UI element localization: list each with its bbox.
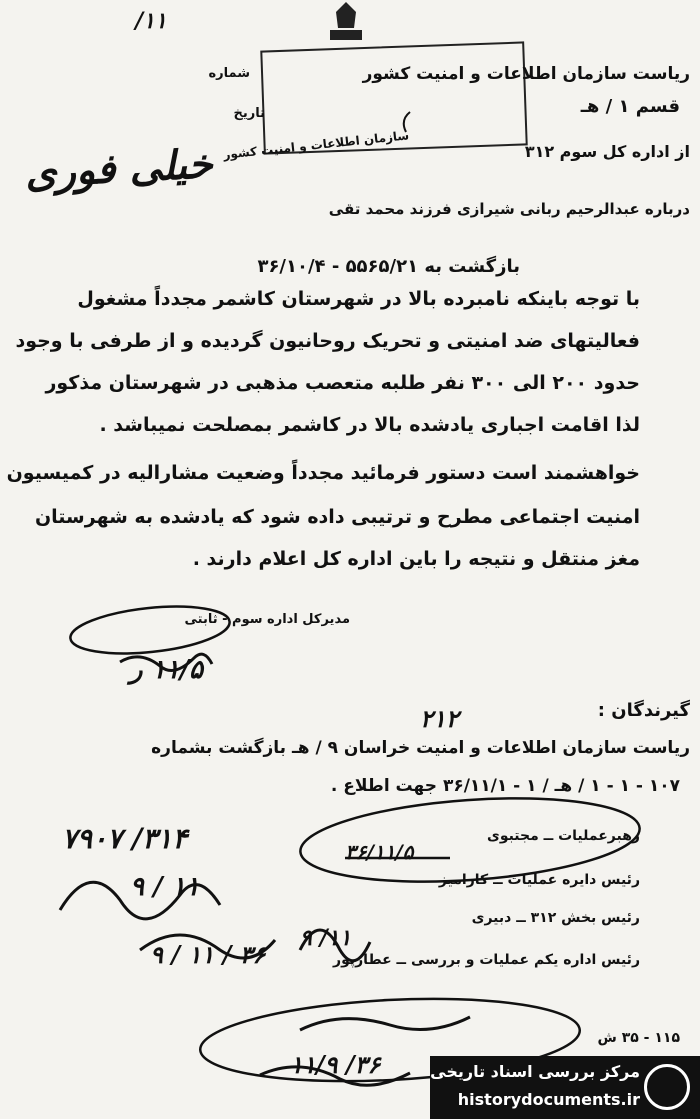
date-label: تاریخ <box>233 106 265 121</box>
archive-footer-badge <box>430 1056 700 1119</box>
handwritten-date-left-1: ۹ / ۱۱ <box>130 872 200 902</box>
stamp-text: سازمان اطلاعات و امنیت کشور <box>223 128 411 162</box>
routing-item: رئیس دایره عملیات ــ کارامیز <box>438 872 640 888</box>
handwritten-date-routing: ۳۶/۱۱/۵ <box>345 840 414 864</box>
margin-code: ۷۹۰۷ /۳۱۴ <box>62 822 188 855</box>
classification-stamp: خیلی فوری <box>23 140 214 197</box>
archive-center-name: مرکز بررسی اسناد تاریخی <box>430 1062 640 1081</box>
emblem <box>330 2 362 40</box>
archive-logo-icon <box>644 1064 690 1110</box>
handwritten-date-left-2: ۹ / ۱۱ / ۳۶ <box>150 940 266 969</box>
body-line: لذا اقامت اجباری یادشده بالا در کاشمر بمصلحت نمیباشد . <box>99 414 640 436</box>
routing-item: رهبرعملیات ــ مجتبوی <box>486 828 640 844</box>
handwritten-date-routing-2: ۹ /۱۱ <box>300 925 352 951</box>
subject-line: درباره عبدالرحیم ربانی شیرازی فرزند محمد تقی <box>328 200 690 218</box>
from-line: از اداره کل سوم ۳۱۲ <box>524 142 690 161</box>
recipients-number: ۲۱۲ <box>420 704 459 733</box>
signature-ink-5 <box>300 1017 470 1030</box>
archive-website: historydocuments.ir <box>457 1090 640 1109</box>
department-code: قسم ۱ / هـ <box>580 96 680 117</box>
body-line: امنیت اجتماعی مطرح و ترتیبی داده شود که یادشده به شهرستان <box>34 506 640 528</box>
number-label: شماره <box>208 66 250 81</box>
handwritten-date-bottom: ۱۱/۹ /۳۶ <box>290 1050 381 1079</box>
body-line: خواهشمند است دستور فرمائید مجدداً وضعیت مشارالیه در کمیسیون <box>6 462 640 484</box>
file-code: ۱۱۵ - ۳۵ ش <box>597 1030 680 1046</box>
body-line: حدود ۲۰۰ الی ۳۰۰ نفر طلبه متعصب مذهبی در شهرستان مذکور <box>45 372 640 394</box>
signature-line: مدیرکل اداره سوم - ثابتی <box>184 612 350 627</box>
handwritten-date-mid: ۱۱/۵ ر <box>130 655 203 685</box>
recipients-heading: گیرندگان : <box>597 700 690 721</box>
body-line: مغز منتقل و نتیجه را باین اداره کل اعلام دارند . <box>192 548 640 570</box>
recipients-line-2: ۱۰۷ - ۱ - ۱ / هـ / ۱ - ۳۶/۱۱/۱ جهت اطلاع . <box>330 776 680 796</box>
body-line: با توجه باینکه نامبرده بالا در شهرستان کاشمر مجدداً مشغول <box>77 288 640 310</box>
top-margin-mark: ۱۱/ <box>135 8 167 34</box>
recipients-line-1: ریاست سازمان اطلاعات و امنیت خراسان ۹ / هـ بازگشت بشماره <box>151 738 690 758</box>
signature-circle-1 <box>68 600 232 660</box>
reference-line: بازگشت به ۵۵۶۵/۲۱ - ۳۶/۱۰/۴ <box>257 256 520 277</box>
org-title: ریاست سازمان اطلاعات و امنیت کشور <box>362 64 690 84</box>
routing-item: رئیس بخش ۳۱۲ ــ دبیری <box>471 910 640 926</box>
routing-item: رئیس اداره یکم عملیات و بررسی ــ عطارپور <box>333 952 640 968</box>
body-line: فعالیتهای ضد امنیتی و تحریک روحانیون گردیده و از طرفی با وجود <box>15 330 640 352</box>
